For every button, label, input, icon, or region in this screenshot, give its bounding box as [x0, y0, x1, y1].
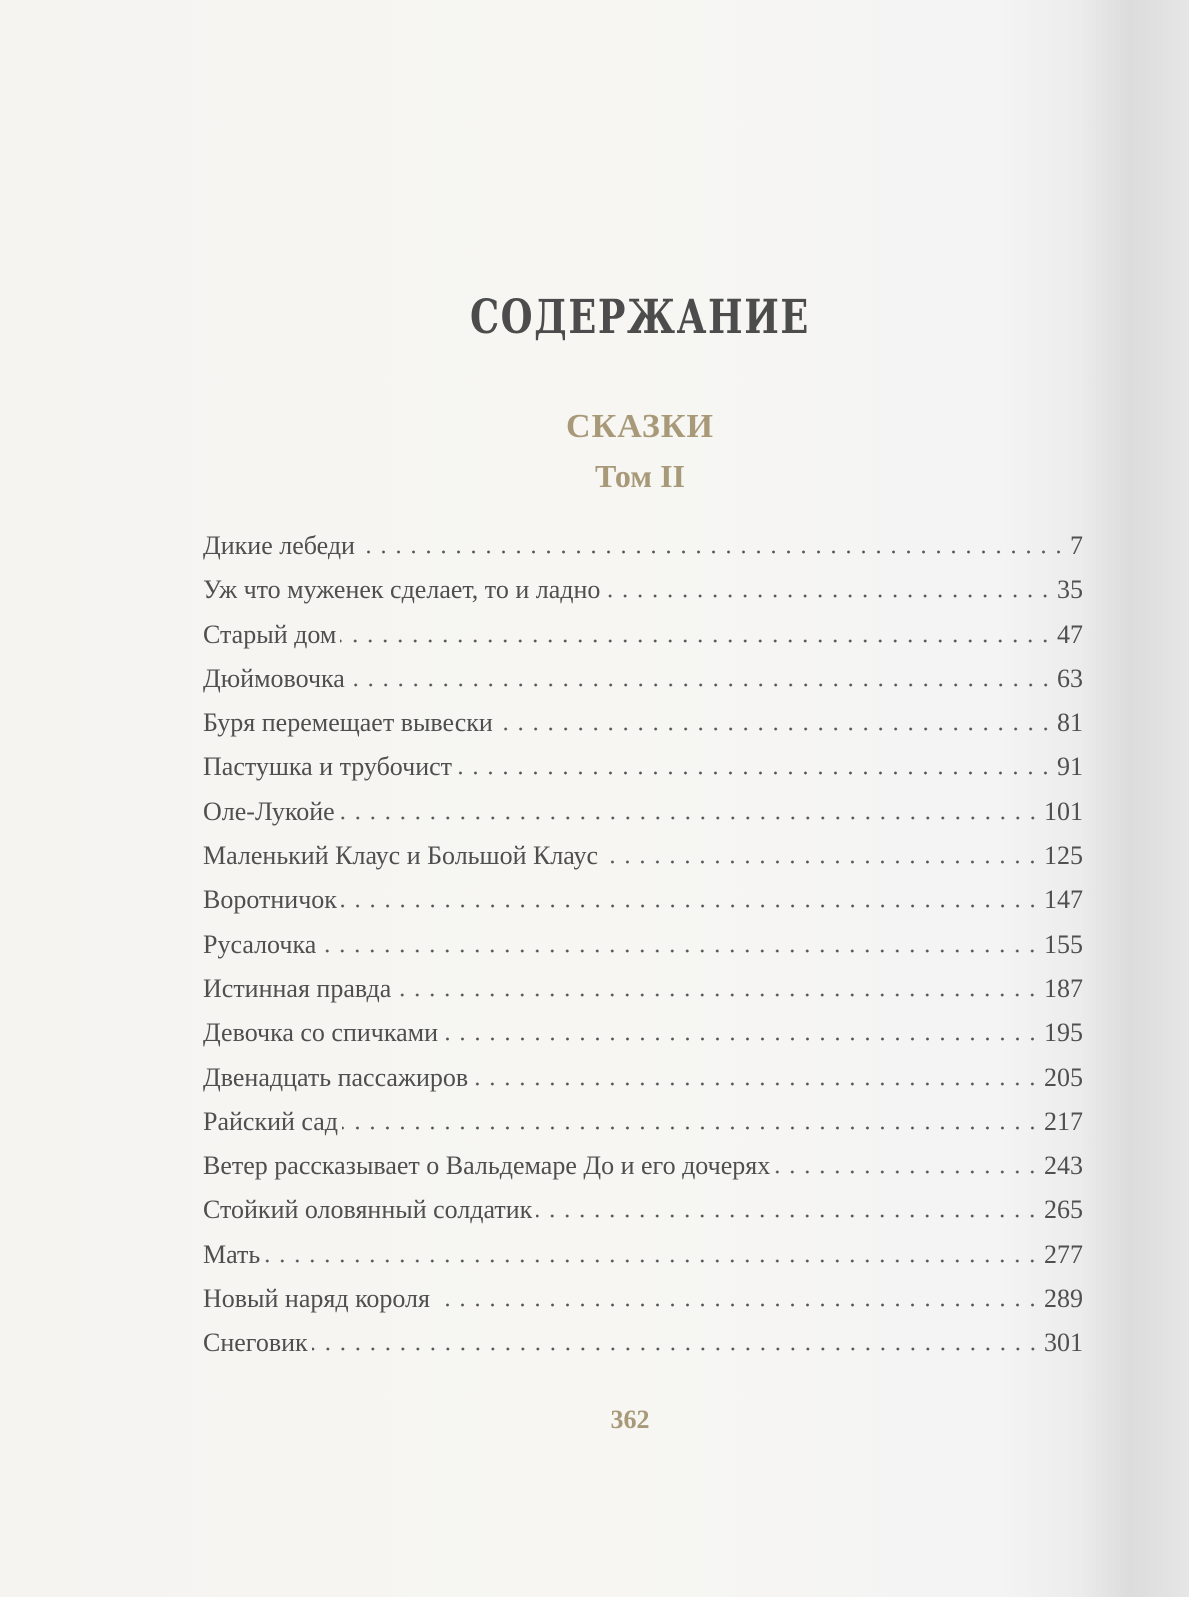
toc-entry-title: Уж что муженек сделает, то и ладно [203, 575, 601, 605]
toc-entry [203, 1107, 1083, 1151]
toc-entry-page: 217 [1044, 1106, 1083, 1136]
toc-entry-page: 155 [1044, 929, 1083, 959]
toc-dot-leader [320, 949, 1040, 953]
toc-dot-leader [342, 1126, 1040, 1130]
toc-dot-leader [604, 594, 1053, 598]
toc-entry [203, 531, 1083, 575]
toc-entry-title: Стойкий оловянный солдатик [203, 1195, 533, 1225]
section-title: СКАЗКИ [566, 408, 714, 445]
toc-entry-page: 7 [1070, 531, 1083, 560]
toc-entry-title: Буря перемещает вывески [203, 708, 493, 738]
toc-entry [203, 1063, 1083, 1107]
toc-dot-leader [456, 771, 1053, 775]
toc-entry-page: 265 [1044, 1195, 1083, 1225]
toc-entry [203, 708, 1083, 752]
toc-entry [203, 974, 1083, 1018]
toc-entry-title: Воротничок [203, 885, 337, 915]
toc-entry-title: Мать [203, 1239, 261, 1269]
toc-entry-title: Маленький Клаус и Большой Клаус [203, 841, 599, 871]
toc-entry [203, 930, 1083, 974]
toc-entry [203, 1328, 1083, 1372]
toc-dot-leader [264, 1259, 1040, 1263]
toc-entry-title: Ветер рассказывает о Вальдемаре До и его дочерях [203, 1151, 771, 1181]
toc-dot-leader [497, 727, 1053, 731]
toc-entry-title: Дикие лебеди [203, 531, 355, 560]
toc-dot-leader [349, 683, 1053, 687]
toc-dot-leader [340, 639, 1053, 643]
toc-dot-leader [442, 1037, 1040, 1041]
toc-dot-leader [536, 1214, 1040, 1218]
toc-entry-title: Дюймовочка [203, 663, 345, 693]
toc-entry [203, 664, 1083, 708]
toc-entry [203, 1151, 1083, 1195]
table-of-contents [203, 531, 1083, 1373]
toc-entry-page: 187 [1044, 973, 1083, 1003]
toc-entry-title: Старый дом [203, 619, 337, 649]
toc-entry [203, 575, 1083, 619]
toc-entry-title: Двенадцать пассажиров [203, 1062, 469, 1092]
toc-entry [203, 885, 1083, 929]
toc-entry-title: Девочка со спичками [203, 1018, 439, 1048]
toc-entry-page: 277 [1044, 1239, 1083, 1269]
toc-entry [203, 1240, 1083, 1284]
toc-entry-title: Оле-Лукойе [203, 796, 335, 826]
toc-entry-page: 35 [1057, 575, 1083, 605]
toc-entry-page: 289 [1044, 1284, 1083, 1314]
toc-entry [203, 620, 1083, 664]
toc-entry [203, 752, 1083, 796]
toc-entry [203, 797, 1083, 841]
toc-dot-leader [774, 1170, 1040, 1174]
toc-entry-page: 101 [1044, 796, 1083, 826]
toc-dot-leader [312, 1347, 1040, 1351]
toc-entry-title: Новый наряд короля [203, 1284, 430, 1314]
toc-entry-page: 47 [1057, 619, 1083, 649]
toc-entry [203, 1018, 1083, 1062]
toc-entry-page: 301 [1044, 1328, 1083, 1358]
toc-dot-leader [359, 550, 1066, 554]
toc-entry-page: 195 [1044, 1018, 1083, 1048]
toc-entry-page: 243 [1044, 1151, 1083, 1181]
toc-entry [203, 1284, 1083, 1328]
toc-dot-leader [602, 860, 1040, 864]
toc-entry-page: 81 [1057, 708, 1083, 738]
toc-entry-page: 63 [1057, 663, 1083, 693]
toc-dot-leader [395, 993, 1040, 997]
toc-dot-leader [434, 1303, 1040, 1307]
toc-dot-leader [339, 816, 1040, 820]
toc-entry-title: Русалочка [203, 929, 317, 959]
toc-entry-page: 205 [1044, 1062, 1083, 1092]
toc-entry-page: 125 [1044, 841, 1083, 871]
toc-entry-title: Райский сад [203, 1106, 339, 1136]
toc-dot-leader [341, 904, 1040, 908]
toc-dot-leader [472, 1082, 1040, 1086]
toc-entry-page: 91 [1057, 752, 1083, 782]
page-heading: СОДЕРЖАНИЕ [469, 290, 810, 345]
toc-entry-title: Пастушка и трубочист [203, 752, 453, 782]
toc-entry-title: Истинная правда [203, 973, 392, 1003]
toc-entry-title: Снеговик [203, 1328, 308, 1358]
toc-entry-page: 147 [1044, 885, 1083, 915]
page-number: 362 [610, 1405, 650, 1434]
section-subtitle: Том II [595, 458, 685, 494]
toc-entry [203, 1195, 1083, 1239]
toc-entry [203, 841, 1083, 885]
